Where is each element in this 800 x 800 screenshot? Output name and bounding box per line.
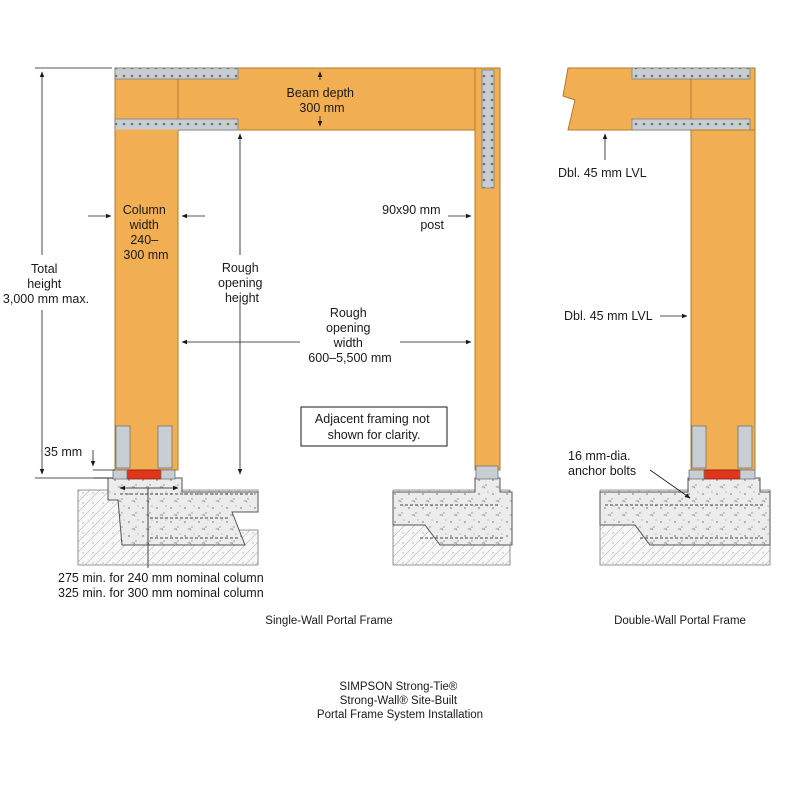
single-wall-caption: Single-Wall Portal Frame [265, 615, 393, 627]
column-width-label: Column width 240– 300 mm [122, 203, 169, 262]
dbl-lvl-beam-label: Dbl. 45 mm LVL [558, 166, 647, 180]
anchor-bolts-label: 16 mm-dia. anchor bolts [568, 449, 637, 478]
post-label: 90x90 mm post [382, 203, 444, 232]
double-wall-caption: Double-Wall Portal Frame [614, 615, 746, 627]
footer-title: SIMPSON Strong-Tie® Strong-Wall® Site-Built Portal Frame System Installation [316, 681, 484, 721]
offset-label: 35 mm [44, 445, 83, 459]
min-footing-label: 275 min. for 240 mm nominal column 325 min. for 300 mm nominal column [58, 571, 264, 600]
double-beam [563, 68, 755, 130]
note-text: Adjacent framing not shown for clarity. [314, 412, 430, 442]
double-footing [600, 478, 770, 565]
single-wall-frame [35, 68, 512, 568]
rough-opening-width-label: Rough opening width 600–5,500 mm [308, 306, 392, 365]
double-column [689, 130, 755, 479]
single-column [113, 130, 178, 479]
rough-opening-height-label: Rough opening height [218, 261, 263, 305]
single-footing-right [393, 478, 512, 565]
dbl-lvl-column-label: Dbl. 45 mm LVL [564, 309, 653, 323]
total-height-label: Total height 3,000 mm max. [2, 262, 90, 306]
single-footing-left [78, 478, 258, 565]
beam-depth-label: Beam depth 300 mm [286, 86, 354, 115]
single-post [475, 68, 500, 479]
